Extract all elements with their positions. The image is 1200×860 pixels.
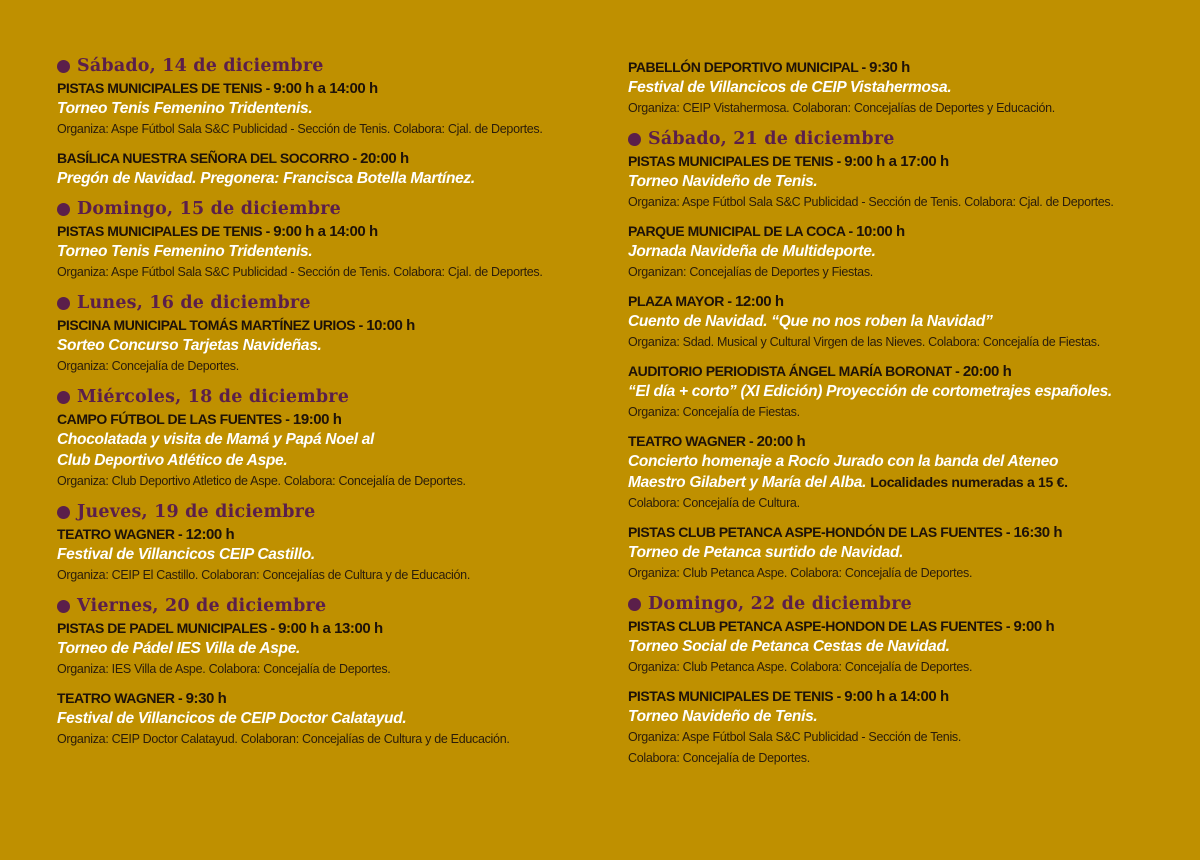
- event-title: Torneo Navideño de Tenis.: [628, 708, 818, 725]
- event-item: [628, 617, 1188, 678]
- event-organizer: Organiza: Club Petanca Aspe. Colabora: Concejalía de Deportes.: [628, 566, 973, 580]
- event-title: Cuento de Navidad. “Que no nos roben la Navidad”: [628, 313, 993, 330]
- event-item: [57, 222, 617, 283]
- ticket-price-note: Localidades numeradas a 15 €.: [870, 474, 1068, 490]
- venue-line: [628, 617, 1188, 636]
- day-heading-text: Miércoles, 18 de diciembre: [77, 387, 350, 407]
- right-column: [628, 58, 1188, 778]
- event-title: “El día + corto” (XI Edición) Proyección de cortometrajes españoles.: [628, 383, 1112, 400]
- event-organizer: Colabora: Concejalía de Deportes.: [628, 751, 810, 765]
- day-heading: [57, 292, 617, 314]
- event-item: [57, 689, 617, 750]
- event-venue: CAMPO FÚTBOL DE LAS FUENTES: [57, 411, 282, 427]
- event-venue: PISTAS DE PADEL MUNICIPALES: [57, 620, 268, 636]
- event-venue: PISTAS MUNICIPALES DE TENIS: [57, 80, 263, 96]
- venue-line: [57, 410, 617, 429]
- day-section: [57, 55, 617, 189]
- day-heading: [57, 198, 617, 220]
- event-time: 9:30 h: [869, 59, 910, 76]
- event-organizer: Organiza: Concejalía de Deportes.: [57, 359, 239, 373]
- day-heading-text: Sábado, 14 de diciembre: [77, 56, 324, 76]
- event-time: 20:00 h: [756, 433, 806, 450]
- bullet-icon: [57, 391, 70, 404]
- venue-line: [628, 152, 1188, 171]
- day-heading-text: Jueves, 19 de diciembre: [77, 502, 316, 522]
- venue-time-separator: -: [174, 690, 186, 706]
- event-organizer: Organiza: CEIP Doctor Calatayud. Colaboran: Concejalías de Cultura y de Educación.: [57, 732, 510, 746]
- venue-line: [57, 525, 617, 544]
- event-title: Torneo de Petanca surtido de Navidad.: [628, 544, 904, 561]
- event-item: [628, 152, 1188, 213]
- venue-line: [57, 79, 617, 98]
- event-venue: AUDITORIO PERIODISTA ÁNGEL MARÍA BORONAT: [628, 363, 952, 379]
- venue-time-separator: -: [833, 153, 845, 169]
- event-time: 9:00 h a 17:00 h: [844, 153, 949, 170]
- event-organizer: Organiza: Aspe Fútbol Sala S&C Publicidad - Sección de Tenis.: [628, 730, 962, 744]
- event-title: Sorteo Concurso Tarjetas Navideñas.: [57, 337, 322, 354]
- event-title: Torneo de Pádel IES Villa de Aspe.: [57, 640, 301, 657]
- event-time: 12:00 h: [185, 526, 235, 543]
- event-time: 9:00 h a 14:00 h: [844, 688, 949, 705]
- day-heading: [57, 55, 617, 77]
- venue-time-separator: -: [723, 293, 736, 309]
- venue-line: [57, 619, 617, 638]
- event-organizer: Organiza: Sdad. Musical y Cultural Virgen de las Nieves. Colabora: Concejalía de Fiestas.: [628, 335, 1100, 349]
- event-title: Festival de Villancicos de CEIP Vistahermosa.: [628, 79, 952, 96]
- event-item: [628, 222, 1188, 283]
- event-time: 20:00 h: [360, 150, 409, 167]
- event-venue: PISTAS CLUB PETANCA ASPE-HONDON DE LAS FUENTES: [628, 618, 1003, 634]
- event-venue: PISTAS MUNICIPALES DE TENIS: [57, 223, 263, 239]
- day-section: [57, 501, 617, 586]
- event-title: Jornada Navideña de Multideporte.: [628, 243, 876, 260]
- day-heading-text: Lunes, 16 de diciembre: [77, 293, 311, 313]
- event-organizer: Organiza: CEIP Vistahermosa. Colaboran: Concejalías de Deportes y Educación.: [628, 101, 1055, 115]
- venue-line: [57, 149, 617, 168]
- event-title: Torneo Navideño de Tenis.: [628, 173, 818, 190]
- day-heading: [57, 501, 617, 523]
- event-time: 20:00 h: [962, 363, 1012, 380]
- event-organizer: Organiza: Aspe Fútbol Sala S&C Publicidad - Sección de Tenis. Colabora: Cjal. de Deportes.: [57, 265, 543, 279]
- day-section: [628, 593, 1188, 769]
- venue-time-separator: -: [833, 688, 845, 704]
- day-section: [57, 595, 617, 750]
- event-item: [57, 79, 617, 140]
- event-venue: PLAZA MAYOR: [628, 293, 724, 309]
- event-organizer: Colabora: Concejalía de Cultura.: [628, 496, 800, 510]
- venue-line: [57, 689, 617, 708]
- venue-time-separator: -: [267, 620, 279, 636]
- venue-line: [628, 432, 1188, 451]
- venue-line: [628, 687, 1188, 706]
- event-item: [57, 525, 617, 586]
- event-time: 19:00 h: [292, 411, 342, 428]
- venue-time-separator: -: [281, 411, 293, 427]
- event-item: [628, 292, 1188, 353]
- event-time: 10:00 h: [366, 317, 415, 334]
- event-item: [628, 58, 1188, 119]
- day-heading-text: Domingo, 22 de diciembre: [648, 594, 912, 614]
- event-title: Festival de Villancicos de CEIP Doctor Calatayud.: [57, 710, 407, 727]
- event-organizer: Organiza: Club Deportivo Atletico de Aspe. Colabora: Concejalía de Deportes.: [57, 474, 466, 488]
- event-venue: BASÍLICA NUESTRA SEÑORA DEL SOCORRO: [57, 150, 350, 166]
- event-organizer: Organizan: Concejalías de Deportes y Fiestas.: [628, 265, 873, 279]
- day-section: [628, 58, 1188, 119]
- day-section: [57, 292, 617, 377]
- day-heading: [57, 386, 617, 408]
- event-title: [628, 472, 1188, 493]
- bullet-icon: [57, 60, 70, 73]
- event-item: [57, 619, 617, 680]
- venue-line: [57, 222, 617, 241]
- event-title: Concierto homenaje a Rocío Jurado con la banda del Ateneo: [628, 453, 1059, 470]
- venue-time-separator: -: [1002, 524, 1014, 540]
- venue-line: [628, 292, 1188, 311]
- event-organizer: Organiza: Aspe Fútbol Sala S&C Publicidad - Sección de Tenis. Colabora: Cjal. de Deportes.: [57, 122, 543, 136]
- venue-line: [628, 58, 1188, 77]
- venue-time-separator: -: [174, 526, 186, 542]
- venue-time-separator: -: [845, 223, 857, 239]
- venue-line: [628, 222, 1188, 241]
- event-time: 9:00 h a 13:00 h: [278, 620, 383, 637]
- event-title-text: Maestro Gilabert y María del Alba.: [628, 474, 867, 491]
- event-time: 9:00 h a 14:00 h: [273, 80, 378, 97]
- event-item: [628, 432, 1188, 514]
- event-venue: PISTAS MUNICIPALES DE TENIS: [628, 688, 834, 704]
- event-organizer: Organiza: Club Petanca Aspe. Colabora: Concejalía de Deportes.: [628, 660, 973, 674]
- event-time: 9:00 h a 14:00 h: [273, 223, 378, 240]
- day-heading: [628, 128, 1188, 150]
- event-title: Pregón de Navidad. Pregonera: Francisca Botella Martínez.: [57, 170, 475, 187]
- event-venue: PISTAS MUNICIPALES DE TENIS: [628, 153, 834, 169]
- event-organizer: Organiza: Aspe Fútbol Sala S&C Publicidad - Sección de Tenis. Colabora: Cjal. de Deportes.: [628, 195, 1114, 209]
- left-column: [57, 55, 617, 759]
- day-heading-text: Sábado, 21 de diciembre: [648, 129, 895, 149]
- event-time: 16:30 h: [1013, 524, 1063, 541]
- day-section: [57, 386, 617, 492]
- venue-line: [57, 316, 617, 335]
- venue-time-separator: -: [1002, 618, 1014, 634]
- bullet-icon: [57, 600, 70, 613]
- event-item: [57, 410, 617, 492]
- event-title: Torneo Tenis Femenino Tridentenis.: [57, 100, 313, 117]
- venue-time-separator: -: [349, 150, 361, 166]
- bullet-icon: [57, 506, 70, 519]
- event-time: 12:00 h: [735, 293, 784, 310]
- bullet-icon: [628, 133, 641, 146]
- day-heading: [628, 593, 1188, 615]
- venue-line: [628, 523, 1188, 542]
- event-item: [628, 523, 1188, 584]
- event-venue: TEATRO WAGNER: [628, 433, 746, 449]
- day-heading-text: Domingo, 15 de diciembre: [77, 199, 341, 219]
- event-organizer: Organiza: IES Villa de Aspe. Colabora: Concejalía de Deportes.: [57, 662, 391, 676]
- venue-time-separator: -: [262, 223, 274, 239]
- event-title: Chocolatada y visita de Mamá y Papá Noel al: [57, 431, 375, 448]
- event-venue: PISCINA MUNICIPAL TOMÁS MARTÍNEZ URIOS: [57, 317, 356, 333]
- venue-time-separator: -: [951, 363, 963, 379]
- event-title: Torneo Social de Petanca Cestas de Navidad.: [628, 638, 950, 655]
- event-title: Festival de Villancicos CEIP Castillo.: [57, 546, 315, 563]
- venue-line: [628, 362, 1188, 381]
- event-time: 9:00 h: [1013, 618, 1055, 635]
- event-item: [57, 149, 617, 189]
- venue-time-separator: -: [262, 80, 274, 96]
- venue-time-separator: -: [745, 433, 757, 449]
- day-section: [628, 128, 1188, 584]
- event-organizer: Organiza: CEIP El Castillo. Colaboran: Concejalías de Cultura y de Educación.: [57, 568, 471, 582]
- day-section: [57, 198, 617, 283]
- event-item: [57, 316, 617, 377]
- event-item: [628, 687, 1188, 769]
- bullet-icon: [57, 297, 70, 310]
- event-title: Club Deportivo Atlético de Aspe.: [57, 452, 288, 469]
- event-item: [628, 362, 1188, 423]
- day-heading: [57, 595, 617, 617]
- event-venue: PISTAS CLUB PETANCA ASPE-HONDÓN DE LAS FUENTES: [628, 524, 1003, 540]
- event-venue: PABELLÓN DEPORTIVO MUNICIPAL: [628, 59, 859, 75]
- bullet-icon: [628, 598, 641, 611]
- event-title: Torneo Tenis Femenino Tridentenis.: [57, 243, 313, 260]
- day-heading-text: Viernes, 20 de diciembre: [77, 596, 327, 616]
- event-organizer: Organiza: Concejalía de Fiestas.: [628, 405, 800, 419]
- venue-time-separator: -: [355, 317, 367, 333]
- event-venue: TEATRO WAGNER: [57, 690, 175, 706]
- event-time: 9:30 h: [185, 690, 227, 707]
- bullet-icon: [57, 203, 70, 216]
- event-time: 10:00 h: [856, 223, 905, 240]
- event-venue: TEATRO WAGNER: [57, 526, 175, 542]
- event-venue: PARQUE MUNICIPAL DE LA COCA: [628, 223, 846, 239]
- venue-time-separator: -: [858, 59, 870, 75]
